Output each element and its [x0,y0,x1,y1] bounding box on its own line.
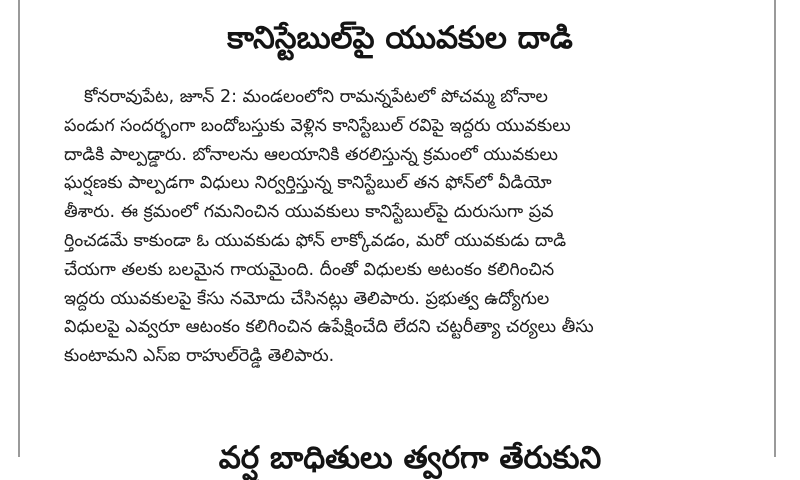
article-line: ఘర్షణకు పాల్పడగా విధులు నిర్వర్తిస్తున్న కానిస్టేబుల్‌ తన ఫోన్‌లో వీడియో [64,173,552,194]
article-line: పండుగ సందర్భంగా బందోబస్తుకు వెళ్లిన కానిస్టేబుల్‌ రవిపై ఇద్దరు యువకులు [64,115,571,136]
right-column-rule [774,0,776,457]
article-line: ర్తించడమే కాకుండా ఓ యువకుడు ఫోన్‌ లాక్కోవడం, మరో యువకుడు దాడి [64,230,567,251]
article-body [64,83,754,371]
article-line: కోనరావుపేట, జూన్‌ 2: మండలంలోని రామన్నపేటలో పోచమ్మ బోనాల [84,87,548,107]
article-line: దాడికి పాల్పడ్డారు. బోనాలను ఆలయానికి తరలిస్తున్న క్రమంలో యువకులు [64,144,558,165]
article-line: విధులపై ఎవ్వరూ ఆటంకం కలిగించిన ఉపేక్షించేది లేదని చట్టరీత్యా చర్యలు తీసు [64,317,594,338]
article-headline: కానిస్టేబుల్‌పై యువకుల దాడి [227,20,573,56]
article-line: తీశారు. ఈ క్రమంలో గమనించిన యువకులు కానిస్టేబుల్‌పై దురుసుగా ప్రవ [64,202,554,223]
article-line: ఇద్దరు యువకులపై కేసు నమోదు చేసినట్లు తెలిపారు. ప్రభుత్వ ఉద్యోగుల [64,288,550,309]
article-line: కుంటామని ఎస్‌ఐ రాహుల్‌రెడ్డి తెలిపారు. [64,346,335,367]
article-line: చేయగా తలకు బలమైన గాయమైంది. దీంతో విధులకు అటంకం కలిగించిన [64,259,555,280]
next-article-headline: వర్ష బాధితులు త్వరగా తేరుకుని [218,440,602,476]
left-column-rule [18,0,20,457]
